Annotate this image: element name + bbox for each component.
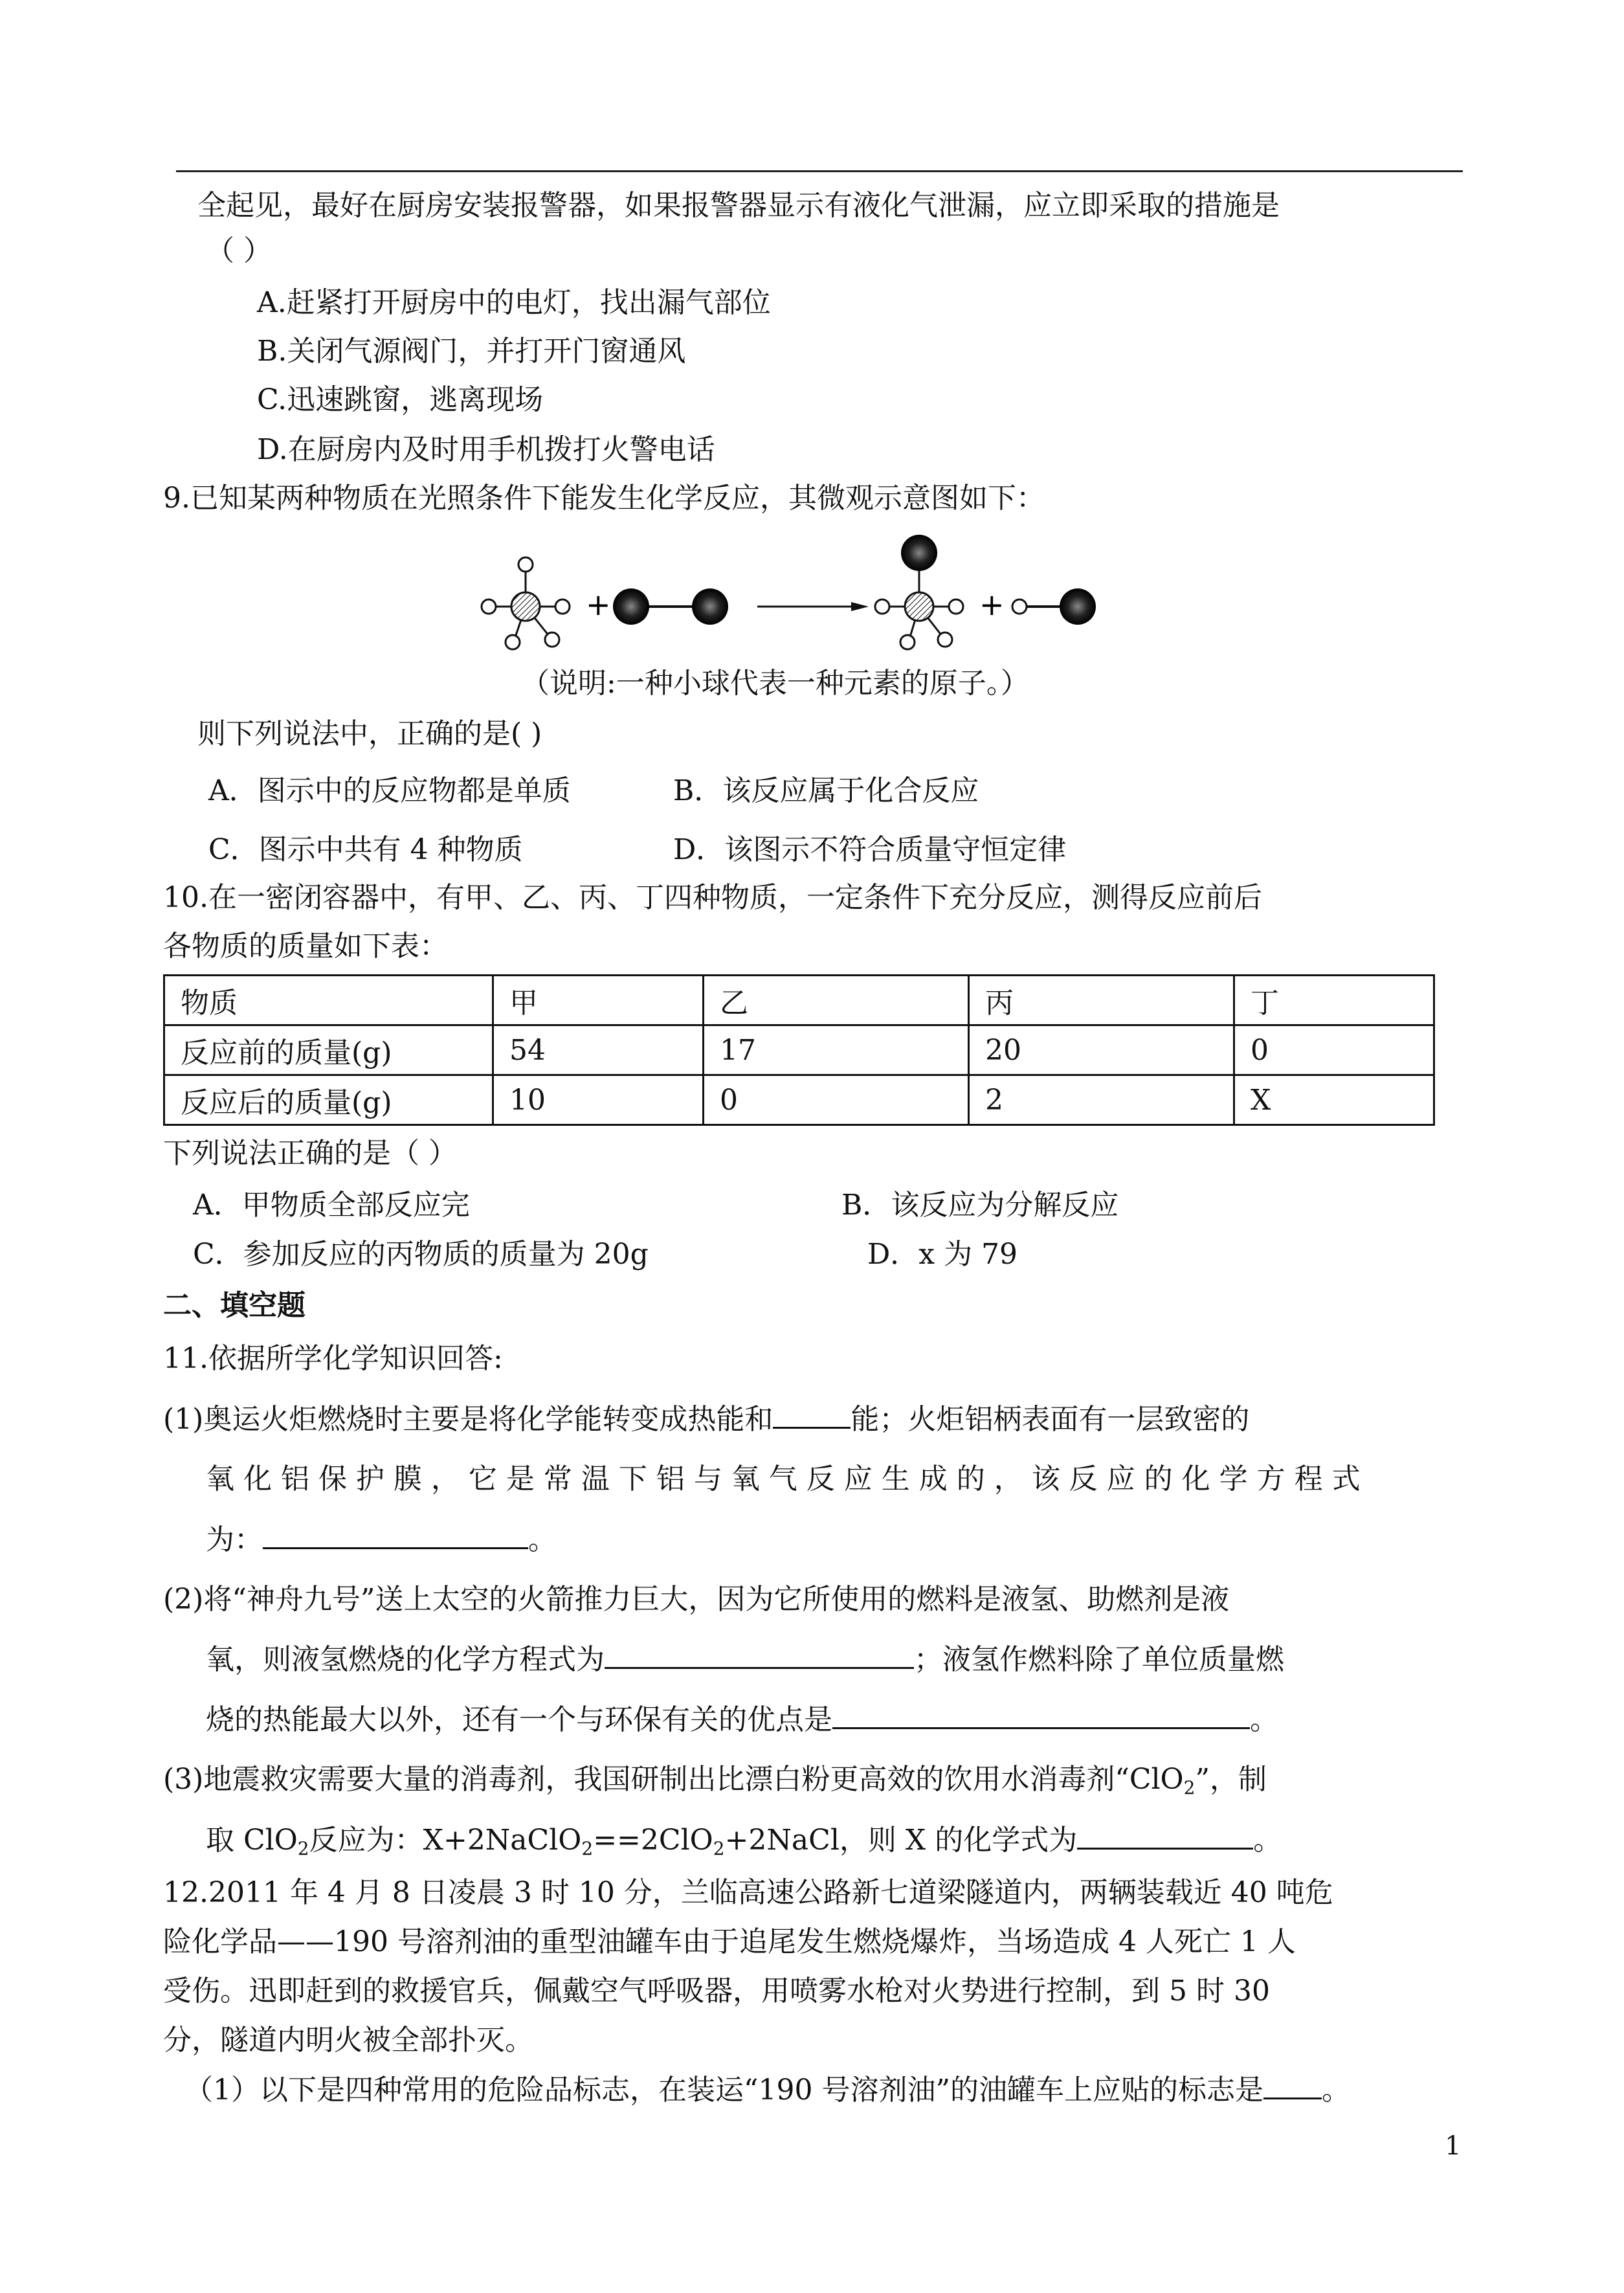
table-cell: 20 <box>969 1025 1234 1075</box>
q11-part3-text: ==2ClO <box>593 1824 713 1857</box>
q8-option-b: B.关闭气源阀门，并打开门窗通风 <box>257 335 686 368</box>
table-cell: 反应后的质量(g) <box>164 1075 493 1125</box>
table-cell: 54 <box>493 1025 704 1075</box>
q11-part1-text: 为： <box>206 1523 263 1556</box>
q8-answer-paren: （ ） <box>206 234 272 267</box>
subscript: 2 <box>713 1838 725 1859</box>
plus-sign: + <box>979 587 1005 622</box>
q8-option-a: A.赶紧打开厨房中的电灯，找出漏气部位 <box>257 286 771 319</box>
q10-stem-line1: 10.在一密闭容器中，有甲、乙、丙、丁四种物质，一定条件下充分反应，测得反应前后 <box>163 881 1262 914</box>
q8-option-c: C.迅速跳窗，逃离现场 <box>257 383 544 416</box>
q12-part1-text: （1）以下是四种常用的危险品标志，在装运“190 号溶剂油”的油罐车上应贴的标志是 <box>184 2074 1263 2107</box>
q11-part3-text: ”，制 <box>1195 1763 1267 1796</box>
q10-option-b: B．该反应为分解反应 <box>841 1189 1119 1222</box>
q11-part3-text: 。 <box>1253 1824 1282 1857</box>
q11-part1-text: 能；火炬铝柄表面有一层致密的 <box>851 1403 1250 1436</box>
mass-table <box>163 974 1435 1126</box>
q11-part3-text: 取 ClO <box>206 1824 298 1857</box>
plus-sign: + <box>586 587 611 622</box>
answer-blank[interactable] <box>1077 1826 1253 1850</box>
q11-stem: 11.依据所学化学知识回答: <box>163 1342 503 1375</box>
reactant-methane-molecule <box>482 557 570 649</box>
q9-option-b: B．该反应属于化合反应 <box>673 774 979 807</box>
table-header-cell: 乙 <box>704 976 969 1025</box>
q11-part2-text: ；液氢作燃料除了单位质量燃 <box>914 1643 1284 1676</box>
q10-stem-line2: 各物质的质量如下表： <box>163 930 448 963</box>
q11-part1-line2: 氧 化 铝 保 护 膜 ， 它 是 常 温 下 铝 与 氧 气 反 应 生 成 的 ， 该 反 应 的 化 学 方 程 式 <box>206 1462 1361 1495</box>
q12-line3: 受伤。迅即赶到的救援官兵，佩戴空气呼吸器，用喷雾水枪对火势进行控制，到 5 时 30 <box>163 1974 1270 2008</box>
table-cell: X <box>1234 1075 1434 1125</box>
q9-option-a: A．图示中的反应物都是单质 <box>208 774 571 807</box>
q9-option-c: C．图示中共有 4 种物质 <box>208 833 523 866</box>
subscript: 2 <box>581 1838 594 1859</box>
q11-part3-text: 反应为：X+2NaClO <box>309 1824 582 1857</box>
table-cell: 17 <box>704 1025 969 1075</box>
q11-part2-line3 <box>206 1705 1278 1734</box>
table-row <box>164 1075 1434 1125</box>
reactant-diatomic-molecule <box>613 588 728 625</box>
table-header-cell: 丙 <box>969 976 1234 1025</box>
q10-option-c: C．参加反应的丙物质的质量为 20g <box>193 1238 649 1271</box>
subscript: 2 <box>1183 1777 1196 1798</box>
q8-option-d: D.在厨房内及时用手机拨打火警电话 <box>257 433 715 466</box>
q9-option-d: D．该图示不符合质量守恒定律 <box>673 833 1067 866</box>
answer-blank[interactable] <box>1263 2075 1322 2099</box>
table-header-cell: 甲 <box>493 976 704 1025</box>
answer-blank[interactable] <box>263 1525 528 1549</box>
q11-part3-text: +2NaCl，则 X 的化学式为 <box>724 1824 1078 1857</box>
subscript: 2 <box>297 1838 309 1859</box>
product-substituted-molecule <box>875 535 963 649</box>
header-rule <box>176 170 1463 172</box>
q11-part2-text: 烧的热能最大以外，还有一个与环保有关的优点是 <box>206 1703 832 1736</box>
q11-part1-text: 。 <box>528 1523 557 1556</box>
q12-line2: 险化学品——190 号溶剂油的重型油罐车由于追尾发生燃烧爆炸，当场造成 4 人死亡 1 人 <box>163 1925 1296 1958</box>
q10-question: 下列说法正确的是（ ） <box>163 1137 457 1170</box>
product-diatomic-molecule <box>1012 588 1096 625</box>
table-header-row <box>164 976 1434 1025</box>
q11-part3-line1 <box>163 1765 1267 1797</box>
answer-blank[interactable] <box>605 1645 914 1669</box>
reaction-diagram <box>466 532 1107 662</box>
q10-option-d: D．x 为 79 <box>867 1238 1018 1271</box>
q12-part1-text: 。 <box>1321 2074 1350 2107</box>
q11-part2-line2 <box>206 1645 1284 1674</box>
q11-part2-text: 。 <box>1250 1703 1278 1736</box>
q11-part3-text: (3)地震救灾需要大量的消毒剂，我国研制出比漂白粉更高效的饮用水消毒剂“ClO <box>163 1763 1184 1796</box>
q11-part1-line1 <box>163 1405 1249 1434</box>
table-cell: 0 <box>1234 1025 1434 1075</box>
q12-line4: 分，隧道内明火被全部扑灭。 <box>163 2024 533 2057</box>
table-header-cell: 物质 <box>164 976 493 1025</box>
q11-part3-line2 <box>206 1826 1282 1858</box>
q11-part1-text: (1)奥运火炬燃烧时主要是将化学能转变成热能和 <box>163 1403 773 1436</box>
q12-part1 <box>184 2075 1350 2105</box>
q10-option-a: A．甲物质全部反应完 <box>193 1189 470 1222</box>
table-cell: 反应前的质量(g) <box>164 1025 493 1075</box>
q9-question: 则下列说法中，正确的是( ) <box>197 717 542 750</box>
section-title: 二、填空题 <box>163 1289 306 1322</box>
answer-blank[interactable] <box>773 1405 851 1429</box>
table-header-cell: 丁 <box>1234 976 1434 1025</box>
q11-part2-line1: (2)将“神舟九号”送上太空的火箭推力巨大，因为它所使用的燃料是液氢、助燃剂是液 <box>163 1583 1230 1616</box>
q11-part1-line3 <box>206 1525 557 1554</box>
answer-blank[interactable] <box>832 1705 1250 1729</box>
page-number: 1 <box>1445 2131 1462 2161</box>
table-cell: 0 <box>704 1075 969 1125</box>
reaction-arrow <box>757 602 869 611</box>
table-row <box>164 1025 1434 1075</box>
table-cell: 10 <box>493 1075 704 1125</box>
q9-stem: 9.已知某两种物质在光照条件下能发生化学反应，其微观示意图如下： <box>163 482 1045 515</box>
table-cell: 2 <box>969 1075 1234 1125</box>
q8-continuation: 全起见，最好在厨房安装报警器，如果报警器显示有液化气泄漏，应立即采取的措施是 <box>197 189 1280 222</box>
q9-caption: （说明:一种小球代表一种元素的原子。） <box>521 667 1029 700</box>
q12-line1: 12.2011 年 4 月 8 日凌晨 3 时 10 分，兰临高速公路新七道梁隧道内，两辆装载近 40 吨危 <box>163 1876 1333 1909</box>
q11-part2-text: 氧，则液氢燃烧的化学方程式为 <box>206 1643 605 1676</box>
